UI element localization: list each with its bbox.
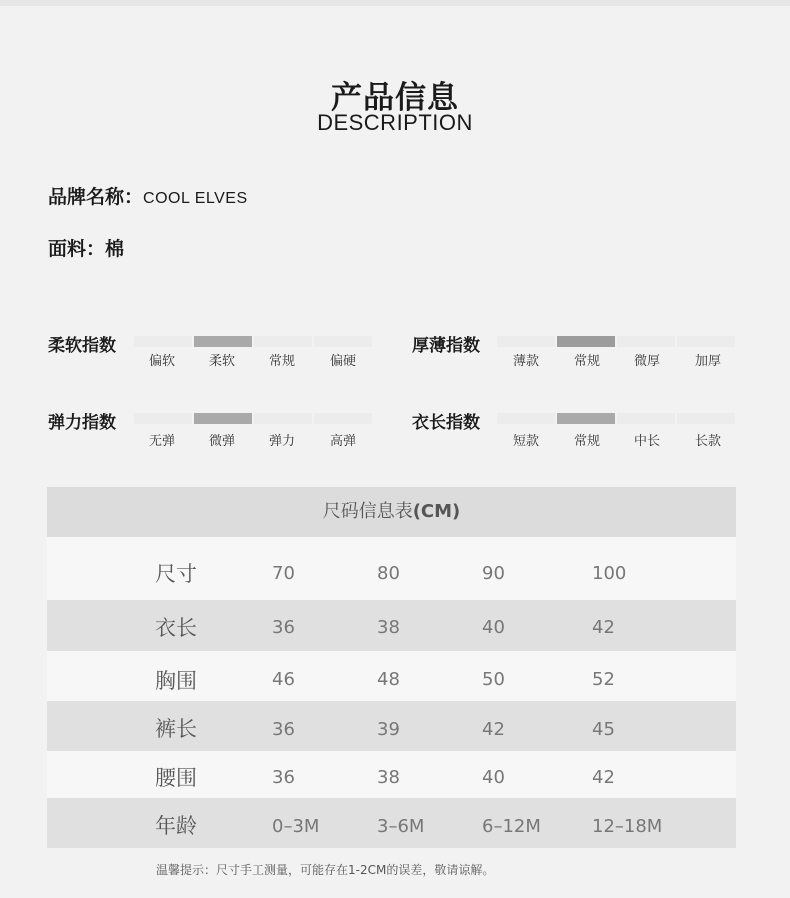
index-segment	[134, 413, 192, 424]
table-cell: 36	[272, 719, 295, 740]
row-label: 胸围	[155, 669, 197, 693]
brand-label: 品牌名称：	[48, 186, 144, 208]
index-track-elasticity	[134, 413, 372, 424]
measurement-note: 温馨提示：尺寸手工测量，可能存在1-2CM的误差，敬请谅解。	[156, 863, 495, 877]
table-cell: 50	[482, 669, 505, 690]
index-option: 薄款	[512, 354, 539, 369]
fabric-row	[48, 234, 125, 261]
row-label: 年龄	[155, 814, 197, 838]
index-segment	[617, 413, 675, 424]
row-label: 尺寸	[155, 562, 197, 586]
fabric-value: 棉	[105, 239, 125, 260]
index-option-selected: 常规	[573, 434, 600, 449]
index-track-thickness	[497, 336, 735, 347]
table-cell: 36	[272, 617, 295, 638]
index-option: 加厚	[694, 354, 721, 369]
table-cell: 100	[592, 563, 627, 584]
table-cell: 0–3M	[272, 816, 320, 837]
table-cell: 3–6M	[377, 816, 425, 837]
index-label-thickness: 厚薄指数	[412, 336, 480, 356]
size-table-title: 尺码信息表	[322, 501, 413, 522]
index-option: 无弹	[148, 434, 175, 449]
table-row	[47, 651, 736, 701]
size-table-unit: (CM)	[412, 501, 461, 522]
index-option-selected: 微弹	[208, 434, 235, 449]
table-cell: 42	[482, 719, 505, 740]
index-segment	[314, 413, 372, 424]
index-segment	[134, 336, 192, 347]
page-title: 产品信息	[331, 80, 459, 116]
table-cell: 12–18M	[592, 816, 663, 837]
table-row	[47, 701, 736, 751]
index-segment	[254, 336, 312, 347]
index-option: 微厚	[633, 354, 660, 369]
page-subtitle: DESCRIPTION	[317, 110, 473, 135]
index-label-elasticity: 弹力指数	[48, 413, 116, 433]
index-option: 长款	[694, 434, 721, 449]
table-cell: 48	[377, 669, 400, 690]
index-segment	[314, 336, 372, 347]
table-row	[47, 600, 736, 651]
row-label: 腰围	[155, 766, 197, 790]
index-option: 中长	[633, 434, 660, 449]
table-cell: 46	[272, 669, 295, 690]
table-cell: 70	[272, 563, 295, 584]
index-segment-active	[194, 413, 252, 424]
index-option: 短款	[512, 434, 539, 449]
index-option: 常规	[268, 354, 295, 369]
table-row	[47, 798, 736, 848]
row-label: 衣长	[155, 616, 197, 640]
index-track-length	[497, 413, 735, 424]
table-cell: 40	[482, 767, 505, 788]
row-label: 裤长	[155, 717, 197, 741]
table-cell: 90	[482, 563, 505, 584]
table-cell: 39	[377, 719, 400, 740]
brand-row	[48, 182, 248, 209]
index-segment	[677, 413, 735, 424]
index-option: 高弹	[329, 434, 356, 449]
table-cell: 80	[377, 563, 400, 584]
index-track-softness	[134, 336, 372, 347]
table-cell: 40	[482, 617, 505, 638]
index-segment-active	[557, 336, 615, 347]
size-table-header	[47, 487, 736, 537]
table-cell: 38	[377, 767, 400, 788]
table-cell: 38	[377, 617, 400, 638]
table-cell: 52	[592, 669, 615, 690]
index-segment	[617, 336, 675, 347]
index-label-length: 衣长指数	[412, 413, 480, 433]
index-segment-active	[557, 413, 615, 424]
index-option-selected: 常规	[573, 354, 600, 369]
index-segment	[497, 413, 555, 424]
table-cell: 42	[592, 617, 615, 638]
table-cell: 42	[592, 767, 615, 788]
index-option-selected: 柔软	[208, 354, 235, 369]
index-segment	[677, 336, 735, 347]
table-cell: 36	[272, 767, 295, 788]
index-option: 偏硬	[329, 354, 356, 369]
table-cell: 45	[592, 719, 615, 740]
fabric-label: 面料：	[48, 238, 106, 260]
index-segment-active	[194, 336, 252, 347]
brand-value: COOL ELVES	[143, 190, 248, 207]
index-segment	[254, 413, 312, 424]
index-option: 偏软	[148, 354, 175, 369]
index-label-softness: 柔软指数	[48, 336, 116, 356]
index-option: 弹力	[268, 434, 295, 449]
table-cell: 6–12M	[482, 816, 541, 837]
index-segment	[497, 336, 555, 347]
table-row	[47, 751, 736, 798]
table-row	[47, 537, 736, 600]
